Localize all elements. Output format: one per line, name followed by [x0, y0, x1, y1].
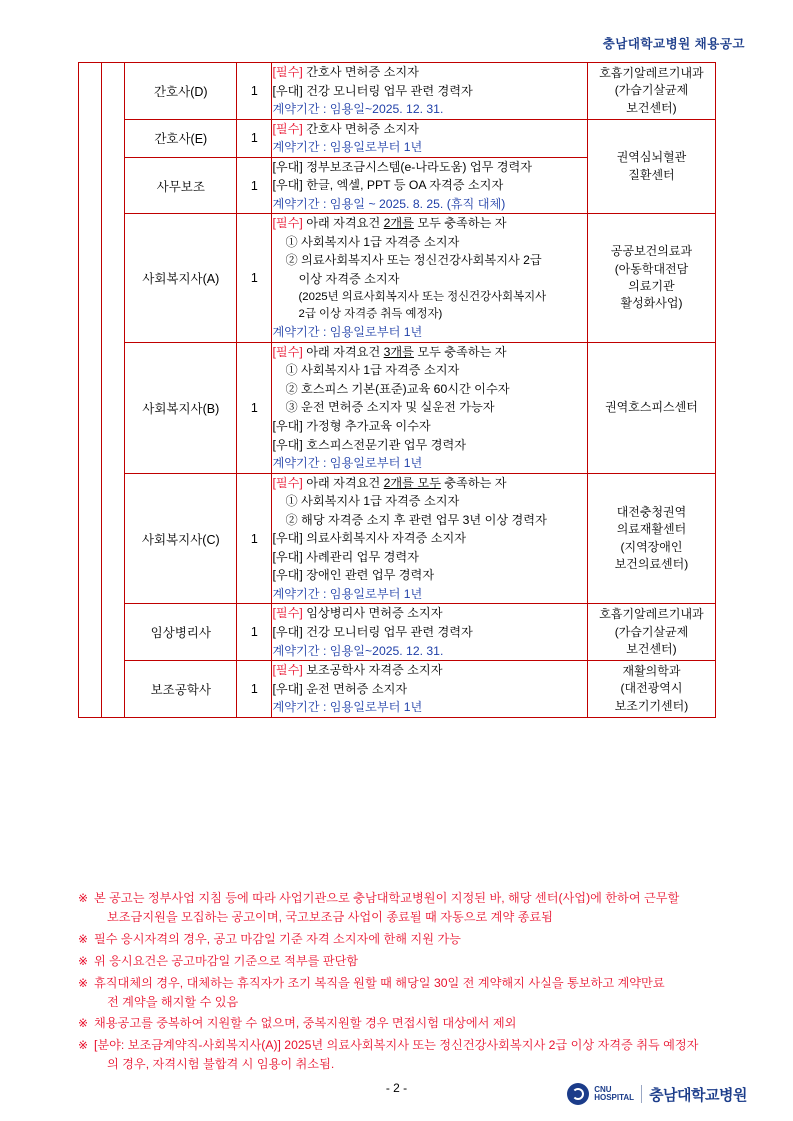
requirement-text: 호스피스전문기관 업무 경력자 — [306, 437, 467, 452]
requirement-line: 계약기간 : 임용일로부터 1년 — [272, 700, 423, 715]
job-title-cell: 사회복지사(C) — [125, 473, 237, 604]
requirement-text: 정부보조금시스템(e-나라도움) 업무 경력자 — [306, 159, 533, 174]
job-title-cell: 사회복지사(A) — [125, 214, 237, 342]
requirement-line — [272, 120, 586, 139]
job-title-cell: 임상병리사 — [125, 604, 237, 661]
note-item — [78, 889, 726, 927]
logo-english-text — [594, 1086, 634, 1103]
requirement-line: 계약기간 : 임용일로부터 1년 — [272, 140, 423, 155]
department-line: 보조기기센터) — [614, 698, 689, 713]
preferred-tag: [우대] — [272, 624, 307, 639]
requirement-text: 장애인 관련 업무 경력자 — [306, 568, 435, 583]
note-item — [78, 952, 726, 971]
headcount-cell: 1 — [237, 157, 272, 214]
table-row — [79, 342, 716, 473]
headcount-cell: 1 — [237, 473, 272, 604]
requirement-text: 간호사 면허증 소지자 — [306, 65, 419, 79]
requirement-line: ① 사회복지사 1급 자격증 소지자 — [285, 363, 460, 378]
requirement-text: 간호사 면허증 소지자 — [306, 121, 419, 136]
department-cell — [587, 661, 715, 718]
requirement-line — [272, 417, 586, 436]
headcount-cell: 1 — [237, 63, 272, 120]
table-row — [79, 214, 716, 342]
requirement-line — [272, 82, 586, 101]
department-cell — [587, 214, 715, 342]
requirement-line — [272, 623, 586, 642]
department-line: 공공보건의료과 — [610, 244, 693, 259]
preferred-tag: [우대] — [272, 549, 307, 564]
requirement-text: 아래 자격요건 2개를 모두 충족하는 자 — [306, 216, 507, 231]
note-line: 채용공고를 중복하여 지원할 수 없으며, 중복지원할 경우 면접시험 대상에서 제외 — [94, 1016, 517, 1031]
required-tag: [필수] — [272, 65, 307, 79]
preferred-tag: [우대] — [272, 437, 307, 452]
headcount-cell: 1 — [237, 604, 272, 661]
department-line: 질환센터 — [628, 167, 675, 182]
requirement-line: 계약기간 : 임용일로부터 1년 — [272, 586, 423, 601]
requirement-line — [272, 604, 586, 623]
department-line: 호흡기알레르기내과 — [599, 607, 704, 622]
department-cell — [587, 119, 715, 214]
requirement-line: 계약기간 : 임용일~2025. 12. 31. — [272, 102, 444, 117]
logo-emblem-icon — [567, 1083, 589, 1105]
table-row — [79, 473, 716, 604]
recruitment-table-body — [79, 63, 716, 718]
table-row — [79, 604, 716, 661]
note-line: 필수 응시자격의 경우, 공고 마감일 기준 자격 소지자에 한해 지원 가능 — [94, 931, 461, 946]
requirement-line — [272, 214, 586, 233]
logo-korean-text: 충남대학교병원 — [649, 1086, 747, 1104]
department-line: (가습기살균제 — [614, 624, 689, 639]
page-number: - 2 - — [385, 1081, 408, 1095]
note-text — [94, 952, 726, 971]
department-cell — [587, 342, 715, 473]
category-cell-b — [102, 63, 125, 718]
requirement-line: ① 사회복지사 1급 자격증 소지자 — [285, 494, 460, 509]
requirements-cell — [272, 604, 587, 661]
preferred-tag: [우대] — [272, 178, 307, 193]
notes-section — [78, 889, 726, 1077]
note-item — [78, 974, 726, 1012]
requirement-text: 의료사회복지사 자격증 소지자 — [306, 531, 467, 546]
requirement-line: ③ 운전 면허증 소지자 및 실운전 가능자 — [285, 400, 495, 415]
department-line: 재활의학과 — [622, 663, 681, 678]
required-tag: [필수] — [272, 475, 307, 490]
note-bullet-icon: ※ — [78, 953, 89, 968]
department-line: 보건의료센터) — [614, 556, 689, 571]
preferred-tag: [우대] — [272, 159, 307, 174]
job-title-cell: 간호사(E) — [125, 119, 237, 157]
headcount-cell: 1 — [237, 342, 272, 473]
note-line: 전 계약을 해지할 수 있음 — [107, 994, 239, 1009]
note-line: [분야: 보조금계약직-사회복지사(A)] 2025년 의료사회복지사 또는 정신건강사회복지사 2급 이상 자격증 취득 예정자 — [94, 1038, 699, 1053]
note-item — [78, 930, 726, 949]
requirement-line: (2025년 의료사회복지사 또는 정신건강사회복지사 — [298, 290, 547, 303]
requirements-cell — [272, 473, 587, 604]
headcount-cell: 1 — [237, 661, 272, 718]
department-cell — [587, 473, 715, 604]
table-row — [79, 661, 716, 718]
preferred-tag: [우대] — [272, 83, 307, 98]
requirement-text: 사례관리 업무 경력자 — [306, 549, 419, 564]
department-line: 활성화사업) — [620, 296, 683, 311]
required-tag: [필수] — [272, 606, 307, 621]
note-line: 휴직대체의 경우, 대체하는 휴직자가 조기 복직을 원할 때 해당일 30일 전 계약해지 사실을 통보하고 계약만료 — [94, 975, 665, 990]
department-line: 대전충청권역 — [616, 504, 687, 519]
department-line: 권역호스피스센터 — [605, 399, 698, 414]
note-text — [94, 930, 726, 949]
requirement-line — [272, 63, 586, 82]
job-title-cell: 사무보조 — [125, 157, 237, 214]
required-tag: [필수] — [272, 663, 307, 678]
preferred-tag: [우대] — [272, 531, 307, 546]
required-tag: [필수] — [272, 216, 307, 231]
department-cell — [587, 63, 715, 120]
job-title-cell: 보조공학사 — [125, 661, 237, 718]
requirement-text: 가정형 추가교육 이수자 — [306, 418, 431, 433]
department-line: 보건센터) — [626, 641, 677, 656]
department-line: (가습기살균제 — [614, 83, 689, 98]
table-row — [79, 119, 716, 157]
requirement-line: 2급 이상 자격증 취득 예정자) — [298, 307, 443, 320]
requirement-line — [272, 661, 586, 680]
note-item — [78, 1036, 726, 1074]
requirement-line — [272, 176, 586, 195]
requirement-line: 이상 자격증 소지자 — [298, 272, 400, 287]
headcount-cell: 1 — [237, 214, 272, 342]
requirement-line: 계약기간 : 임용일로부터 1년 — [272, 325, 423, 340]
requirements-cell — [272, 63, 587, 120]
department-line: (아동학대전담 — [614, 261, 689, 276]
department-line: 호흡기알레르기내과 — [599, 65, 704, 80]
requirement-line — [272, 343, 586, 362]
department-line: 의료재활센터 — [616, 522, 687, 537]
note-text — [94, 1036, 726, 1074]
required-tag: [필수] — [272, 121, 307, 136]
requirements-cell — [272, 157, 587, 214]
requirement-line: ② 호스피스 기본(표준)교육 60시간 이수자 — [285, 381, 510, 396]
requirement-text: 보조공학사 자격증 소지자 — [306, 663, 443, 678]
requirements-cell — [272, 214, 587, 342]
note-line: 의 경우, 자격시험 불합격 시 임용이 취소됨. — [107, 1057, 335, 1072]
requirement-line: ① 사회복지사 1급 자격증 소지자 — [285, 234, 460, 249]
requirement-text: 임상병리사 면허증 소지자 — [306, 606, 443, 621]
requirement-text: 한글, 엑셀, PPT 등 OA 자격증 소지자 — [306, 178, 504, 193]
department-line: 보건센터) — [626, 100, 677, 115]
underlined-phrase: 3개를 — [383, 344, 414, 359]
page-header-title: 충남대학교병원 채용공고 — [602, 37, 745, 51]
logo-divider — [641, 1085, 642, 1103]
requirement-line — [272, 680, 586, 699]
requirements-cell — [272, 119, 587, 157]
requirements-cell — [272, 661, 587, 718]
department-line: (대전광역시 — [620, 681, 683, 696]
note-item — [78, 1014, 726, 1033]
requirement-line — [272, 158, 586, 177]
note-bullet-icon: ※ — [78, 975, 89, 990]
underlined-phrase: 2개를 모두 — [383, 475, 441, 490]
note-line: 위 응시요건은 공고마감일 기준으로 적부를 판단함 — [94, 953, 359, 968]
note-bullet-icon: ※ — [78, 931, 89, 946]
job-title-cell: 간호사(D) — [125, 63, 237, 120]
requirement-text: 아래 자격요건 2개를 모두 충족하는 자 — [306, 475, 507, 490]
note-text — [94, 974, 726, 1012]
requirements-cell — [272, 342, 587, 473]
department-line: (지역장애인 — [620, 539, 683, 554]
category-cell-a — [79, 63, 102, 718]
logo-en-line1: CNU — [594, 1084, 612, 1094]
requirement-line — [272, 548, 586, 567]
requirement-line: ② 의료사회복지사 또는 정신건강사회복지사 2급 — [285, 253, 542, 268]
requirement-line — [272, 566, 586, 585]
note-bullet-icon: ※ — [78, 1016, 89, 1031]
department-cell — [587, 604, 715, 661]
job-title-cell: 사회복지사(B) — [125, 342, 237, 473]
table-row — [79, 63, 716, 120]
requirement-line: 계약기간 : 임용일~2025. 12. 31. — [272, 643, 444, 658]
requirement-line — [272, 529, 586, 548]
department-line: 권역심뇌혈관 — [616, 150, 687, 165]
recruitment-table — [78, 62, 716, 718]
department-line: 의료기관 — [628, 279, 675, 294]
requirement-line — [272, 474, 586, 493]
note-line: 본 공고는 정부사업 지침 등에 따라 사업기관으로 충남대학교병원이 지정된 바, 해당 센터(사업)에 한하여 근무할 — [94, 891, 680, 905]
note-text — [94, 889, 726, 927]
note-bullet-icon: ※ — [78, 1038, 89, 1053]
required-tag: [필수] — [272, 344, 307, 359]
note-line: 보조금지원을 모집하는 공고이며, 국고보조금 사업이 종료될 때 자동으로 계약 종료됨 — [107, 909, 553, 924]
requirement-text: 건강 모니터링 업무 관련 경력자 — [306, 624, 473, 639]
preferred-tag: [우대] — [272, 568, 307, 583]
requirement-line — [272, 436, 586, 455]
headcount-cell: 1 — [237, 119, 272, 157]
requirement-text: 아래 자격요건 3개를 모두 충족하는 자 — [306, 344, 507, 359]
underlined-phrase: 2개를 — [383, 216, 414, 231]
hospital-logo — [567, 1083, 747, 1105]
requirement-line: ② 해당 자격증 소지 후 관련 업무 3년 이상 경력자 — [285, 512, 547, 527]
preferred-tag: [우대] — [272, 681, 307, 696]
preferred-tag: [우대] — [272, 418, 307, 433]
requirement-line: 계약기간 : 임용일로부터 1년 — [272, 456, 423, 471]
requirement-text: 건강 모니터링 업무 관련 경력자 — [306, 83, 473, 98]
requirement-line: 계약기간 : 임용일 ~ 2025. 8. 25. (휴직 대체) — [272, 196, 506, 211]
logo-en-line2: HOSPITAL — [594, 1093, 635, 1102]
requirement-text: 운전 면허증 소지자 — [306, 681, 408, 696]
note-text — [94, 1014, 726, 1033]
note-bullet-icon: ※ — [78, 891, 89, 905]
